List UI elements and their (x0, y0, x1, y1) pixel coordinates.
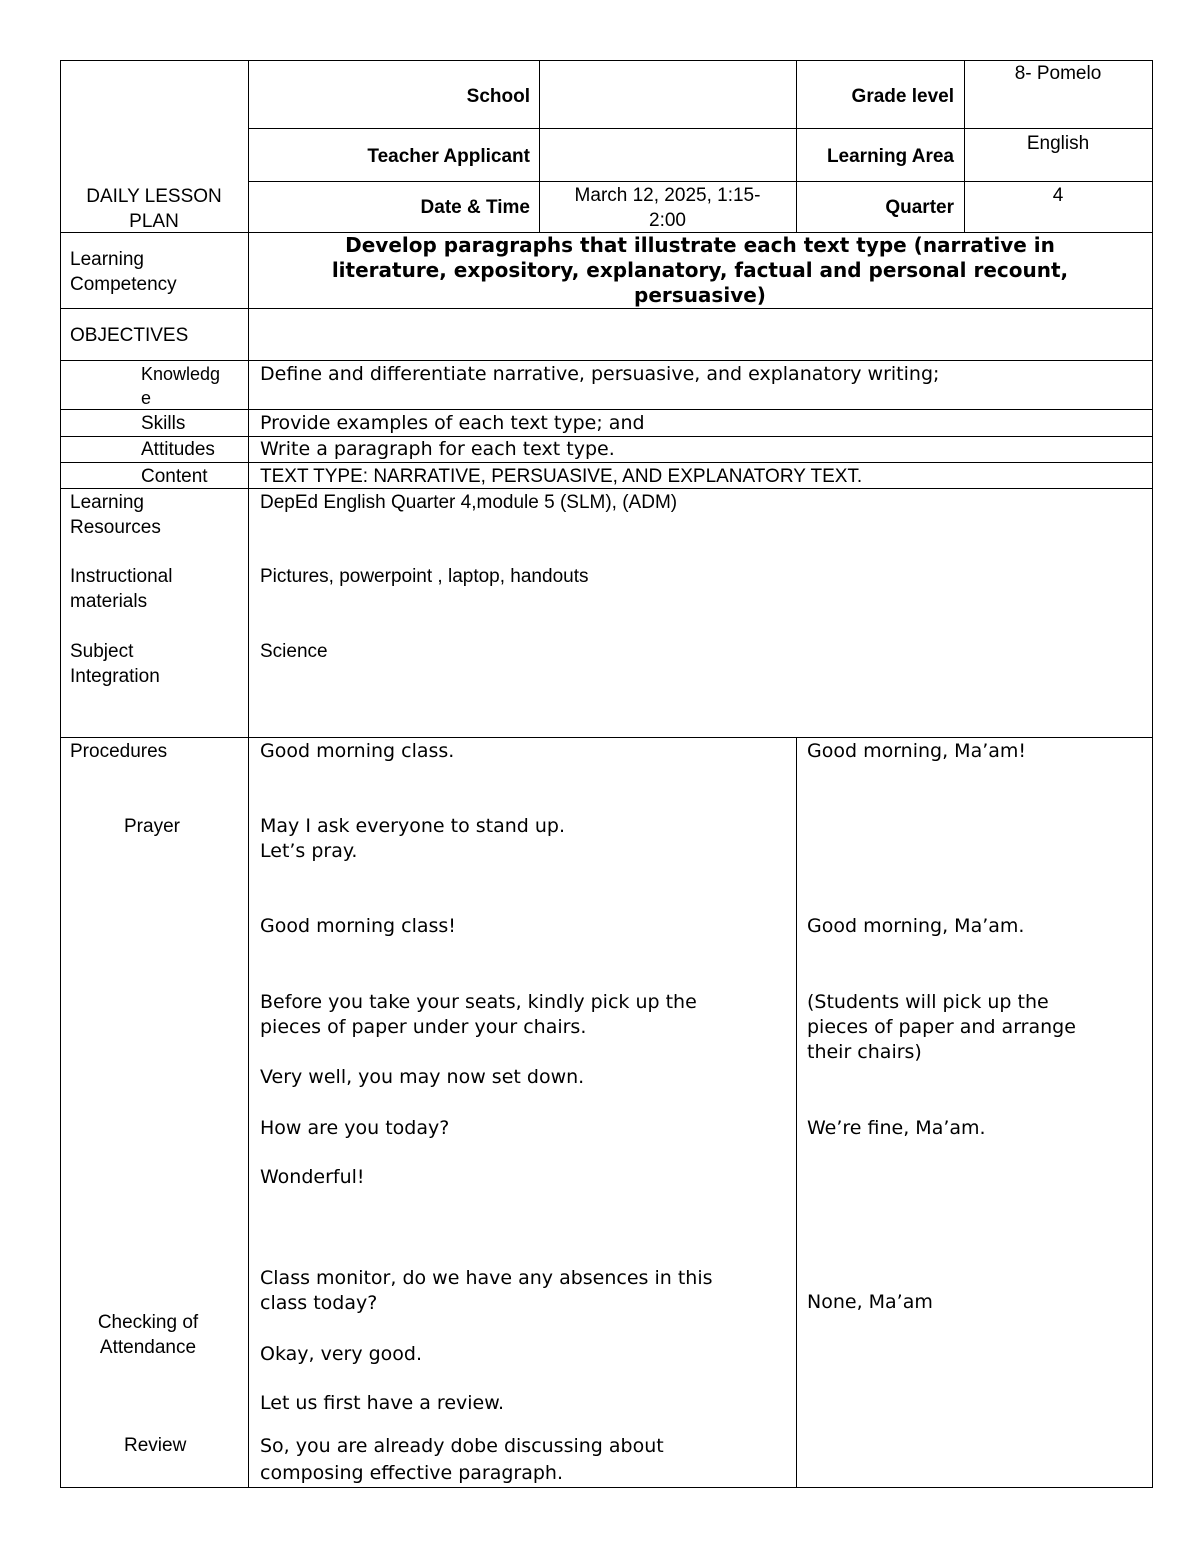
table-border (60, 409, 1153, 410)
teacher-line: Class monitor, do we have any absences in this (260, 1267, 713, 1289)
table-border (796, 737, 797, 1488)
teacher-line: May I ask everyone to stand up. (260, 815, 566, 837)
subject-integration-label (70, 639, 160, 689)
page-title-line: DAILY LESSON (86, 186, 222, 207)
competency-text-line: literature, expository, explanatory, factual and personal recount, (331, 258, 1069, 282)
teacher-line: Before you take your seats, kindly pick up the (260, 991, 697, 1013)
date-value-line: 2:00 (649, 210, 686, 231)
content-label: Content (141, 466, 208, 487)
learning-resources-label-line: Learning (70, 492, 144, 513)
teacher-line: class today? (260, 1292, 378, 1314)
instructional-materials-label-line: Instructional (70, 566, 173, 587)
teacher-line: composing effective paragraph. (260, 1462, 564, 1484)
table-border (248, 128, 1153, 129)
teacher-line: Very well, you may now set down. (260, 1066, 585, 1088)
competency-text-line: Develop paragraphs that illustrate each text type (narrative in (345, 233, 1055, 257)
teacher-line: Good morning class! (260, 915, 456, 937)
competency-text (248, 233, 1152, 308)
table-border (60, 462, 1153, 463)
knowledge-label-line: e (141, 388, 152, 408)
teacher-line: How are you today? (260, 1117, 450, 1139)
review-label: Review (124, 1435, 187, 1456)
subject-integration-label-line: Integration (70, 666, 160, 687)
knowledge-label (141, 362, 220, 410)
student-line: None, Ma’am (807, 1291, 933, 1313)
teacher-line: Let’s pray. (260, 840, 358, 862)
instructional-materials-label (70, 564, 172, 614)
page-title (60, 184, 248, 234)
learning-resources-label (70, 490, 161, 540)
teacher-line: Okay, very good. (260, 1343, 423, 1365)
date-value (539, 183, 796, 233)
procedures-label: Procedures (70, 741, 168, 762)
teacher-line: Wonderful! (260, 1166, 365, 1188)
teacher-line: So, you are already dobe discussing about (260, 1435, 664, 1457)
teacher-line: Let us first have a review. (260, 1392, 505, 1414)
competency-text-line: persuasive) (634, 283, 766, 307)
quarter-value: 4 (1052, 185, 1064, 206)
table-border (1152, 60, 1153, 1488)
quarter-label: Quarter (885, 197, 954, 218)
instructional-materials-text: Pictures, powerpoint , laptop, handouts (260, 566, 589, 587)
skills-label: Skills (141, 413, 186, 434)
table-border (60, 360, 1153, 361)
table-border (60, 308, 1153, 309)
grade-level-value: 8- Pomelo (1014, 63, 1102, 84)
table-border (60, 1487, 1153, 1488)
student-line: We’re fine, Ma’am. (807, 1117, 986, 1139)
date-label: Date & Time (420, 197, 530, 218)
teacher-line: Good morning class. (260, 740, 455, 762)
competency-label-line: Learning (70, 249, 144, 270)
learning-area-value: English (1026, 133, 1090, 154)
teacher-label: Teacher Applicant (367, 146, 530, 167)
skills-text: Provide examples of each text type; and (260, 412, 645, 434)
attitudes-text: Write a paragraph for each text type. (260, 438, 615, 460)
table-border (60, 60, 61, 1488)
competency-label-line: Competency (70, 274, 177, 295)
student-line: pieces of paper and arrange (807, 1016, 1076, 1038)
attendance-label (70, 1310, 226, 1360)
page-title-line: PLAN (129, 211, 179, 232)
student-line: their chairs) (807, 1041, 922, 1063)
attitudes-label: Attitudes (141, 439, 215, 460)
attendance-label-line: Checking of (97, 1312, 199, 1333)
student-line: (Students will pick up the (807, 991, 1049, 1013)
attendance-label-line: Attendance (99, 1337, 197, 1358)
student-line: Good morning, Ma’am! (807, 740, 1027, 762)
subject-integration-text: Science (260, 641, 328, 662)
objectives-heading: OBJECTIVES (70, 325, 189, 346)
learning-resources-text: DepEd English Quarter 4,module 5 (SLM), (ADM) (260, 492, 678, 513)
content-text: TEXT TYPE: NARRATIVE, PERSUASIVE, AND EXPLANATORY TEXT. (260, 466, 863, 487)
teacher-line: pieces of paper under your chairs. (260, 1016, 587, 1038)
table-border (60, 737, 1153, 738)
instructional-materials-label-line: materials (70, 591, 148, 612)
learning-resources-label-line: Resources (70, 517, 161, 538)
learning-area-label: Learning Area (826, 146, 954, 167)
date-value-line: March 12, 2025, 1:15- (574, 185, 761, 206)
subject-integration-label-line: Subject (70, 641, 134, 662)
knowledge-text: Define and differentiate narrative, persuasive, and explanatory writing; (260, 363, 940, 385)
knowledge-label-line: Knowledg (141, 364, 221, 384)
student-line: Good morning, Ma’am. (807, 915, 1025, 937)
school-label: School (466, 86, 530, 107)
competency-label (70, 247, 177, 297)
prayer-label: Prayer (124, 816, 180, 837)
table-border (248, 181, 1153, 182)
grade-level-label: Grade level (851, 86, 954, 107)
